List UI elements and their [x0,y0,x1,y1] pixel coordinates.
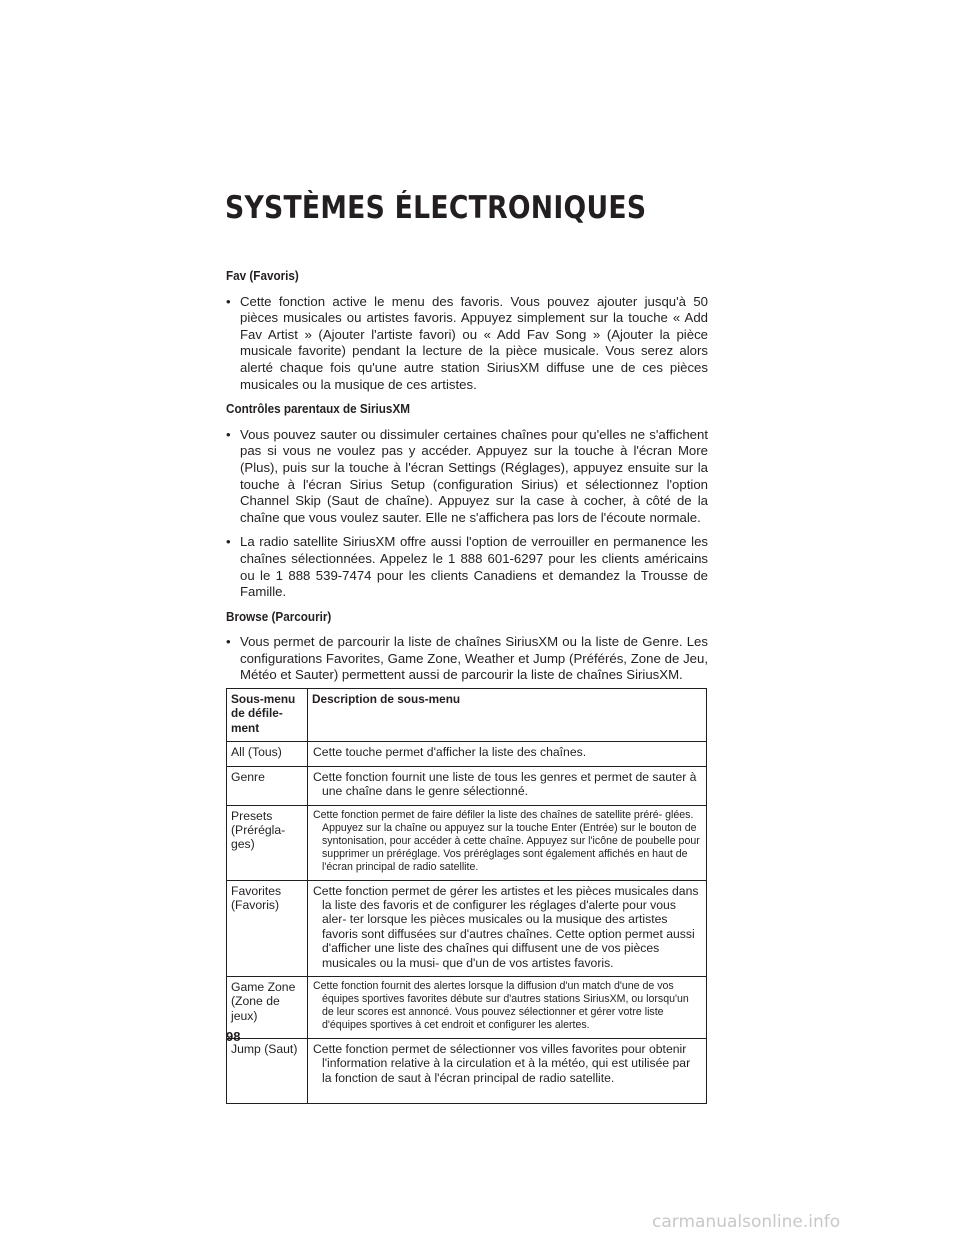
list-item [226,427,708,527]
list-item-text: Vous pouvez sauter ou dissimuler certaines chaînes pour qu'elles ne s'affichent pas si vous ne voulez pas y accéder. Appuyez sur la touche à l'écran More (Plus), puis sur la touche à l'écran Settings (Réglages), appuyez ensuite sur la touche à l'écran Sirius Setup (configuration Sirius) et sélectionnez l'option Channel Skip (Saut de chaîne). Appuyez sur la case à cocher, à côté de la chaîne que vous voulez sauter. Elle ne s'affichera pas lors de l'écoute normale. [240,426,708,525]
section-heading-controles-parentaux: Contrôles parentaux de SiriusXM [226,401,410,417]
document-body [226,268,708,1104]
list-item-text: La radio satellite SiriusXM offre aussi l'option de verrouiller en permanence les chaînes sélectionnées. Appelez le 1 888 601-6297 pour les clients américains ou le 1 888 539-7474 pour les clients Canadiens et demandez la Trousse de Famille. [240,534,708,600]
submenu-cell: Game Zone (Zone de jeux) [227,976,308,1038]
submenu-cell: Genre [227,766,308,805]
column-header-description: Description de sous-menu [308,689,707,742]
submenu-cell: Favorites (Favoris) [227,880,308,976]
table-row [227,976,707,1038]
list-item-text: Cette fonction active le menu des favoris. Vous pouvez ajouter jusqu'à 50 pièces musicales ou artistes favoris. Appuyez simplement sur la touche « Add Fav Artist » (Ajouter l'artiste favori) ou « Add Fav Song » (Ajouter la pièce musicale favorite) pendant la lecture de la pièce musicale. Vous serez alors alerté chaque fois qu'une autre station SiriusXM diffuse une de ces pièces musicales ou la musique de ces artistes. [240,293,708,392]
bullet-icon: • [226,534,231,550]
bullet-icon: • [226,634,231,650]
bullet-icon: • [226,426,231,442]
description-cell: Cette fonction permet de faire défiler la liste des chaînes de satellite préré- glées. Appuyez sur la chaîne ou appuyez sur la touche Enter (Entrée) sur le bouton de syntonisation, pour accéder à cette chaîne. Appuyez sur l'icône de poubelle pour supprimer un préréglage. Vos préréglages sont également affichés en haut de l'écran principal de radio satellite. [308,805,707,880]
list-item [226,634,708,684]
list-item [226,534,708,600]
table-row [227,1038,707,1103]
watermark: carmanualsonline.info [652,1212,841,1232]
list-item-text: Vous permet de parcourir la liste de chaînes SiriusXM ou la liste de Genre. Les configurations Favorites, Game Zone, Weather et Jump (Préférés, Zone de Jeu, Météo et Sauter) permettent aussi de parcourir la liste de chaînes SiriusXM. [240,634,708,683]
submenu-cell: All (Tous) [227,742,308,766]
table-row [227,880,707,976]
section-heading-favoris: Fav (Favoris) [226,268,299,283]
table-row [227,742,707,766]
description-cell: Cette fonction permet de sélectionner vos villes favorites pour obtenir l'information relative à la circulation et à la météo, qui est utilisée par la fonction de saut à l'écran principal de radio satellite. [308,1038,707,1103]
submenu-cell: Presets (Prérégla- ges) [227,805,308,880]
list-item [226,294,708,394]
page-title: SYSTÈMES ÉLECTRONIQUES [225,190,647,226]
section-heading-parcourir: Browse (Parcourir) [226,608,332,624]
table-row [227,805,707,880]
page-number: 98 [226,1029,241,1044]
table-row [227,766,707,805]
column-header-submenu: Sous-menu de défile- ment [227,689,308,742]
table-header-row [227,689,707,742]
bullet-icon: • [226,293,231,309]
description-cell: Cette fonction fournit des alertes lorsque la diffusion d'un match d'une de vos équipes sportives favorites débute sur d'autres stations SiriusXM, ou lorsqu'un de leur scores est annoncé. Vous pouvez sélectionner et gérer votre liste d'équipes sportives à cet endroit et configurer les alertes. [308,976,707,1038]
description-cell: Cette fonction permet de gérer les artistes et les pièces musicales dans la liste des favoris et de configurer les réglages d'alerte pour vous aler- ter lorsque les pièces musicales ou la musique des artistes favoris sont diffusées sur d'autres chaînes. Cette option permet aussi d'afficher une liste des chaînes qui diffusent une de vos pièces musicales ou la musi- que d'un de vos artistes favoris. [308,880,707,976]
description-cell: Cette touche permet d'afficher la liste des chaînes. [308,742,707,766]
description-cell: Cette fonction fournit une liste de tous les genres et permet de sauter à une chaîne dans le genre sélectionné. [308,766,707,805]
submenu-cell: Jump (Saut) [227,1038,308,1103]
submenu-table [226,688,707,1104]
